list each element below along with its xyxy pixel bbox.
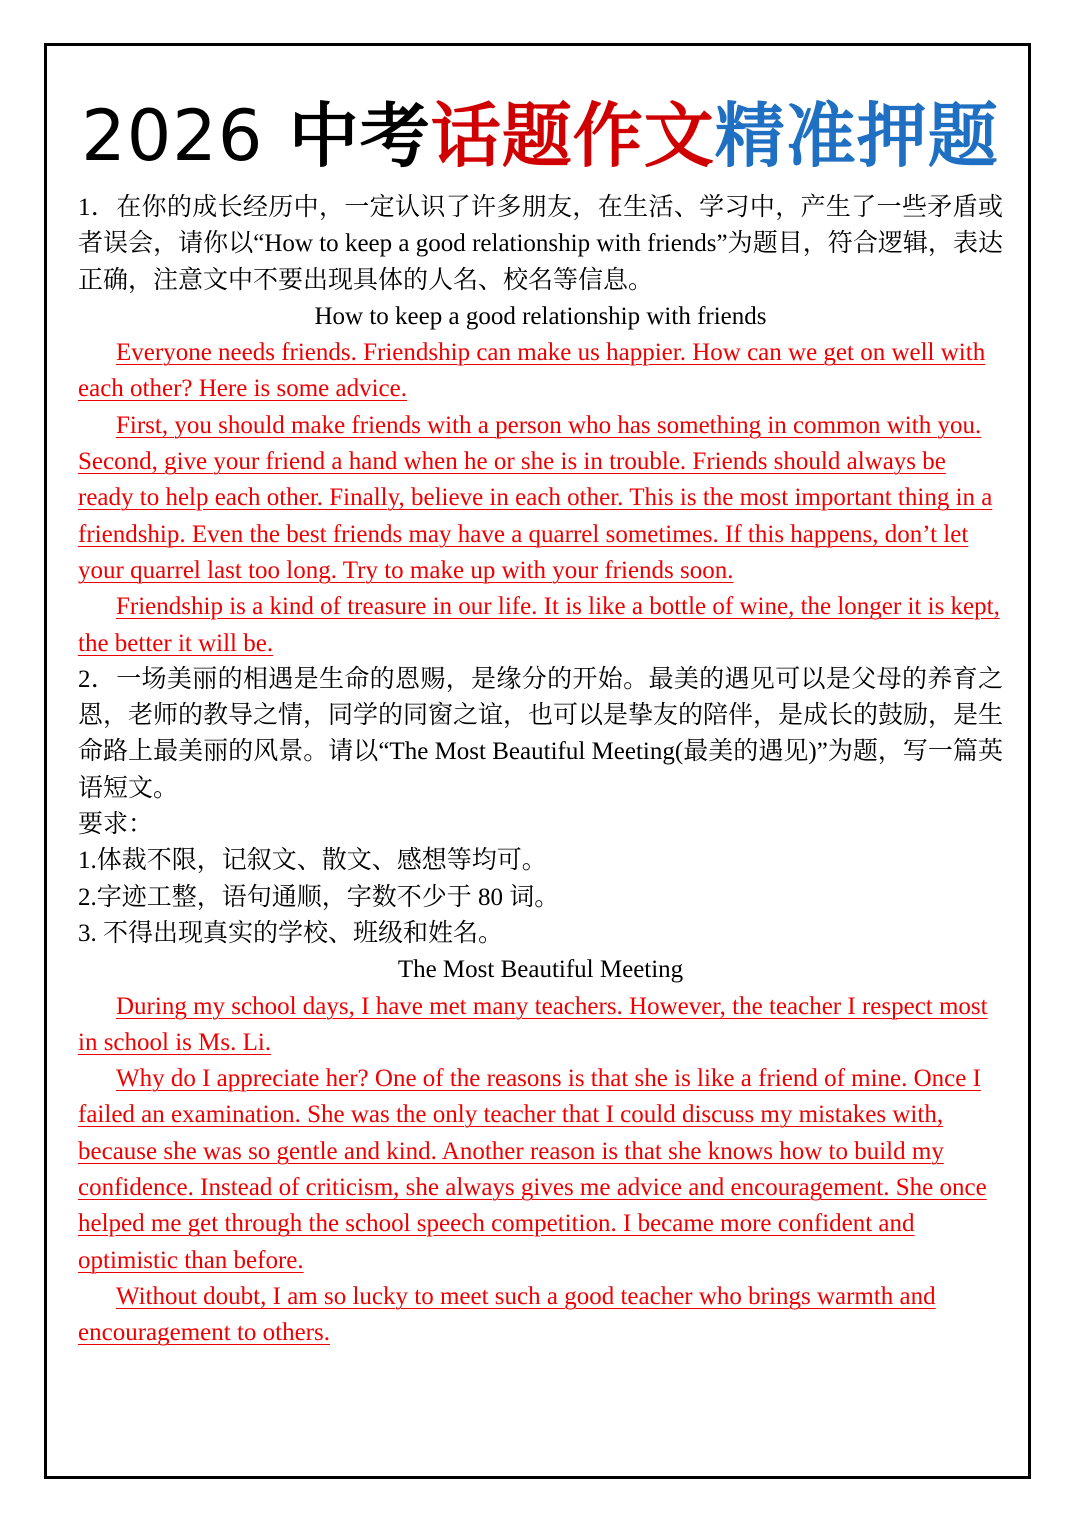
topic-1-paragraph: First, you should make friends with a person who has something in common with you. Second, give your friend a hand when he or she is in trouble. Friends should always be ready to help each other. Finally, believe in each other. This is the most important thing in a friendship. Even the best friends may have a quarrel sometimes. If this happens, don’t let your quarrel last too long. Try to make up with your friends soon. xyxy=(78,411,993,584)
title-black-part: 中考 xyxy=(263,95,431,177)
title-year: 2026 xyxy=(81,95,264,177)
topic-2-prompt: 2．一场美丽的相遇是生命的恩赐，是缘分的开始。最美的遇见可以是父母的养育之恩，老师的教导之情，同学的同窗之谊，也可以是挚友的陪伴，是成长的鼓励，是生命路上最美丽的风景。请以“The Most Beautiful Meeting(最美的遇见)”为题，写一篇英语短文。 xyxy=(78,665,1004,802)
topic-2-requirements-label: 要求： xyxy=(78,811,154,839)
topic-2-paragraph: Without doubt, I am so lucky to meet such a good teacher who brings warmth and encouragement to others. xyxy=(78,1282,936,1347)
title-red-part: 话题作文 xyxy=(430,95,715,177)
topic-2-essay-title: The Most Beautiful Meeting xyxy=(397,956,684,984)
topic-1-prompt: 1．在你的成长经历中，一定认识了许多朋友，在生活、学习中，产生了一些矛盾或者误会，请你以“How to keep a good relationship with friends”为题目，符合逻辑，表达正确，注意文中不要出现具体的人名、校名等信息。 xyxy=(78,194,1003,294)
topic-2-paragraph: Why do I appreciate her? One of the reasons is that she is like a friend of mine. Once I failed an examination. She was the only teacher that I could discuss my mistakes with, because she was so gentle and kind. Another reason is that she knows how to build my confidence. Instead of criticism, she always gives me advice and encouragement. She once helped me get through the school speech competition. I became more confident and optimistic than before. xyxy=(78,1065,987,1274)
requirement-item: 2.字迹工整，语句通顺，字数不少于 80 词。 xyxy=(78,883,560,911)
topic-1-paragraph: Friendship is a kind of treasure in our life. It is like a bottle of wine, the longer it is kept, the better it will be. xyxy=(78,593,1000,657)
topic-1-essay-title: How to keep a good relationship with friends xyxy=(314,302,767,330)
page-title xyxy=(0,88,1080,184)
topic-1 xyxy=(78,190,1003,662)
requirement-item: 1.体裁不限，记叙文、散文、感想等均可。 xyxy=(78,847,547,875)
topic-2-paragraph: During my school days, I have met many teachers. However, the teacher I respect most in school is Ms. Li. xyxy=(78,992,988,1056)
topic-2 xyxy=(78,662,1003,1352)
requirement-item: 3. 不得出现真实的学校、班级和姓名。 xyxy=(78,919,504,947)
title-blue-part: 精准押题 xyxy=(714,95,999,177)
document-body xyxy=(78,190,1003,1352)
topic-1-paragraph: Everyone needs friends. Friendship can make us happier. How can we get on well with each other? Here is some advice. xyxy=(78,339,986,403)
